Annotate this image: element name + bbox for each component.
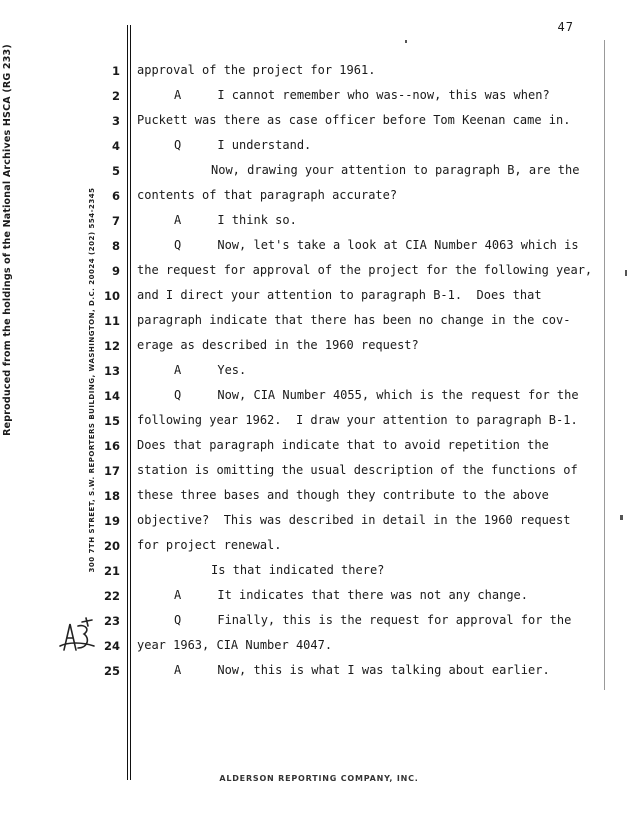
line-number: 5 [111, 164, 120, 178]
scan-speck [620, 515, 623, 520]
transcript-line [0, 384, 638, 409]
line-text: Q Finally, this is the request for approval for the [174, 613, 572, 627]
line-number: 24 [103, 639, 120, 653]
line-number: 12 [103, 339, 120, 353]
line-number: 10 [103, 289, 120, 303]
transcript-line [0, 209, 638, 234]
line-number: 18 [103, 489, 120, 503]
line-text: A Yes. [174, 363, 247, 377]
line-number: 20 [103, 539, 120, 553]
transcript-line [0, 234, 638, 259]
line-text: erage as described in the 1960 request? [137, 338, 419, 352]
line-text: Puckett was there as case officer before Tom Keenan came in. [137, 113, 571, 127]
line-number: 11 [103, 314, 120, 328]
line-text: these three bases and though they contribute to the above [137, 488, 549, 502]
scan-speck [625, 270, 627, 276]
line-number: 16 [103, 439, 120, 453]
reporting-company-footer: ALDERSON REPORTING COMPANY, INC. [219, 774, 419, 783]
transcript-line [0, 534, 638, 559]
line-number: 4 [111, 139, 120, 153]
transcript-line [0, 84, 638, 109]
line-number: 14 [103, 389, 120, 403]
line-text: the request for approval of the project for the following year, [137, 263, 593, 277]
transcript-line [0, 59, 638, 84]
transcript-line [0, 409, 638, 434]
line-text: approval of the project for 1961. [137, 63, 376, 77]
archive-stamp: Reproduced from the holdings of the National Archives HSCA (RG 233) [2, 44, 13, 436]
line-text: station is omitting the usual description of the functions of [137, 463, 578, 477]
line-text: contents of that paragraph accurate? [137, 188, 398, 202]
line-number: 13 [103, 364, 120, 378]
line-text: A I cannot remember who was--now, this was when? [174, 88, 550, 102]
line-number: 23 [103, 614, 120, 628]
line-number: 21 [103, 564, 120, 578]
line-number: 15 [103, 414, 120, 428]
transcript-line [0, 359, 638, 384]
line-number: 8 [111, 239, 120, 253]
line-text: A Now, this is what I was talking about earlier. [174, 663, 550, 677]
transcript-line [0, 584, 638, 609]
transcript-line [0, 284, 638, 309]
transcript-line [0, 659, 638, 684]
line-number: 1 [111, 64, 120, 78]
transcript-line [0, 159, 638, 184]
line-text: Q I understand. [174, 138, 312, 152]
transcript-line [0, 434, 638, 459]
transcript-line [0, 334, 638, 359]
transcript-line [0, 309, 638, 334]
line-number: 19 [103, 514, 120, 528]
transcript-line [0, 184, 638, 209]
transcript-line [0, 509, 638, 534]
line-text: Does that paragraph indicate that to avoid repetition the [137, 438, 549, 452]
page-number: 47 [557, 20, 574, 34]
line-text: objective? This was described in detail in the 1960 request [137, 513, 571, 527]
line-text: Now, drawing your attention to paragraph B, are the [211, 163, 580, 177]
line-text: year 1963, CIA Number 4047. [137, 638, 333, 652]
line-number: 7 [111, 214, 120, 228]
transcript-line [0, 484, 638, 509]
transcript-line [0, 559, 638, 584]
line-number: 22 [103, 589, 120, 603]
line-text: following year 1962. I draw your attention to paragraph B-1. [137, 413, 578, 427]
reporter-address: 300 7TH STREET, S.W. REPORTERS BUILDING, WASHINGTON, D.C. 20024 (202) 554-2345 [88, 187, 96, 573]
line-text: A I think so. [174, 213, 297, 227]
line-text: Q Now, let's take a look at CIA Number 4063 which is [174, 238, 579, 252]
transcript-line [0, 609, 638, 634]
line-number: 25 [103, 664, 120, 678]
line-number: 3 [111, 114, 120, 128]
line-text: for project renewal. [137, 538, 282, 552]
transcript-line [0, 259, 638, 284]
line-number: 9 [111, 264, 120, 278]
line-text: and I direct your attention to paragraph B-1. Does that [137, 288, 542, 302]
line-number: 6 [111, 189, 120, 203]
line-text: Q Now, CIA Number 4055, which is the request for the [174, 388, 579, 402]
transcript-line [0, 134, 638, 159]
line-text: Is that indicated there? [211, 563, 385, 577]
transcript-line [0, 459, 638, 484]
line-number: 17 [103, 464, 120, 478]
line-text: paragraph indicate that there has been no change in the cov- [137, 313, 571, 327]
line-text: A It indicates that there was not any change. [174, 588, 529, 602]
scan-speck [405, 40, 407, 43]
transcript-line [0, 109, 638, 134]
line-number: 2 [111, 89, 120, 103]
transcript-line [0, 634, 638, 659]
